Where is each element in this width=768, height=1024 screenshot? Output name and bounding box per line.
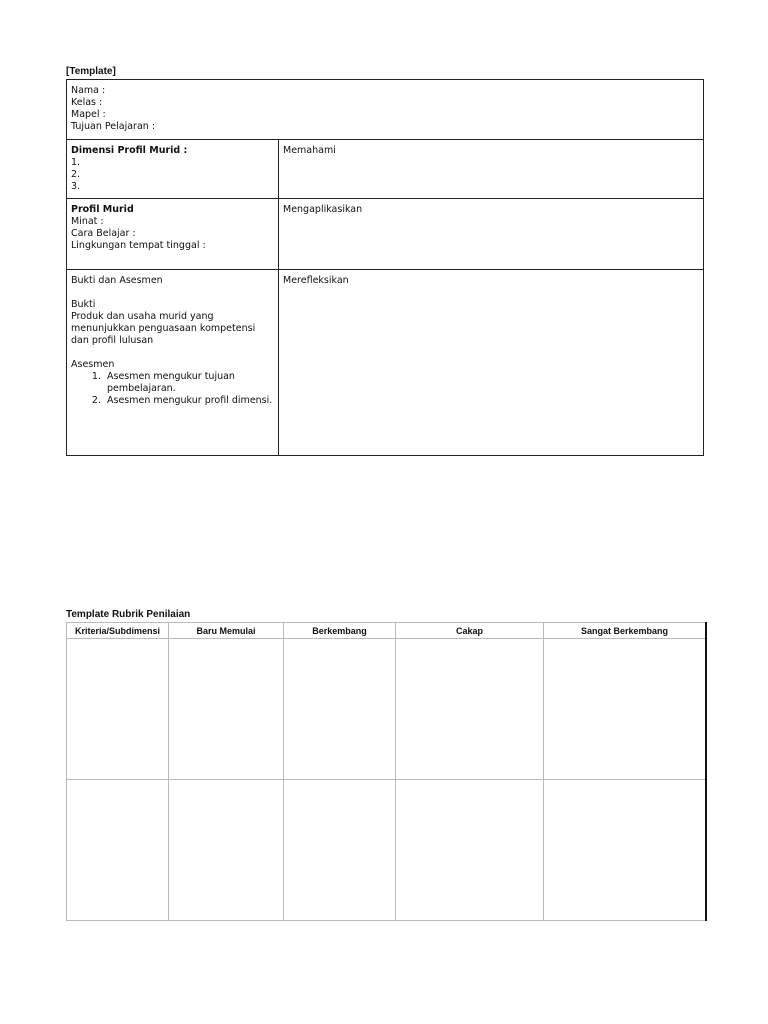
dimensi-cell	[67, 140, 279, 199]
info-line-nama: Nama :	[71, 85, 106, 96]
info-cell	[67, 80, 704, 140]
bukti-label: Bukti	[71, 299, 96, 310]
rubric-header-berkembang: Berkembang	[284, 623, 396, 639]
mengaplikasikan-label: Mengaplikasikan	[283, 204, 363, 215]
rubric-cell	[169, 639, 284, 780]
template-heading: [Template]	[66, 66, 116, 77]
memahami-label: Memahami	[283, 145, 336, 156]
dimensi-row	[67, 140, 704, 199]
rubric-title: Template Rubrik Penilaian	[66, 609, 191, 620]
rubric-cell	[67, 639, 169, 780]
bukti-row	[67, 270, 704, 456]
info-row	[67, 80, 704, 140]
info-line-tujuan: Tujuan Pelajaran :	[71, 121, 156, 132]
profil-row	[67, 199, 704, 270]
bukti-line-3: dan profil lulusan	[71, 335, 154, 346]
rubric-cell	[544, 780, 707, 921]
asesmen-list	[71, 371, 274, 407]
asesmen-item-2: 2. Asesmen mengukur profil dimensi.	[104, 395, 274, 407]
rubric-row	[67, 639, 707, 780]
rubric-header-cakap: Cakap	[396, 623, 544, 639]
dimensi-item-3: 3.	[71, 181, 81, 192]
bukti-line-1: Produk dan usaha murid yang	[71, 311, 214, 322]
asesmen-item-1: 1. Asesmen mengukur tujuan pembelajaran.	[104, 371, 274, 395]
rubric-header-baru-memulai: Baru Memulai	[169, 623, 284, 639]
dimensi-item-2: 2.	[71, 169, 81, 180]
rubric-cell	[67, 780, 169, 921]
bukti-line-2: menunjukkan penguasaan kompetensi	[71, 323, 256, 334]
asesmen-label: Asesmen	[71, 359, 115, 370]
profil-item-minat: Minat :	[71, 216, 104, 227]
rubric-header-kriteria: Kriteria/Subdimensi	[67, 623, 169, 639]
profil-item-lingkungan: Lingkungan tempat tinggal :	[71, 240, 206, 251]
profil-title: Profil Murid	[71, 204, 134, 215]
rubric-cell	[396, 780, 544, 921]
memahami-cell	[279, 140, 704, 199]
info-line-mapel: Mapel :	[71, 109, 106, 120]
rubric-row	[67, 780, 707, 921]
rubric-cell	[284, 780, 396, 921]
rubric-table	[66, 622, 707, 921]
profil-item-cara-belajar: Cara Belajar :	[71, 228, 136, 239]
rubric-cell	[396, 639, 544, 780]
rubric-header-row	[67, 623, 707, 639]
bukti-asesmen-title: Bukti dan Asesmen	[71, 275, 163, 286]
profil-cell	[67, 199, 279, 270]
dimensi-item-1: 1.	[71, 157, 81, 168]
merefleksikan-cell	[279, 270, 704, 456]
lesson-plan-table	[66, 79, 704, 456]
rubric-cell	[169, 780, 284, 921]
rubric-cell	[284, 639, 396, 780]
info-line-kelas: Kelas :	[71, 97, 103, 108]
bukti-cell	[67, 270, 279, 456]
rubric-header-sangat-berkembang: Sangat Berkembang	[544, 623, 707, 639]
merefleksikan-label: Merefleksikan	[283, 275, 349, 286]
rubric-cell	[544, 639, 707, 780]
mengaplikasikan-cell	[279, 199, 704, 270]
dimensi-title: Dimensi Profil Murid :	[71, 145, 188, 156]
